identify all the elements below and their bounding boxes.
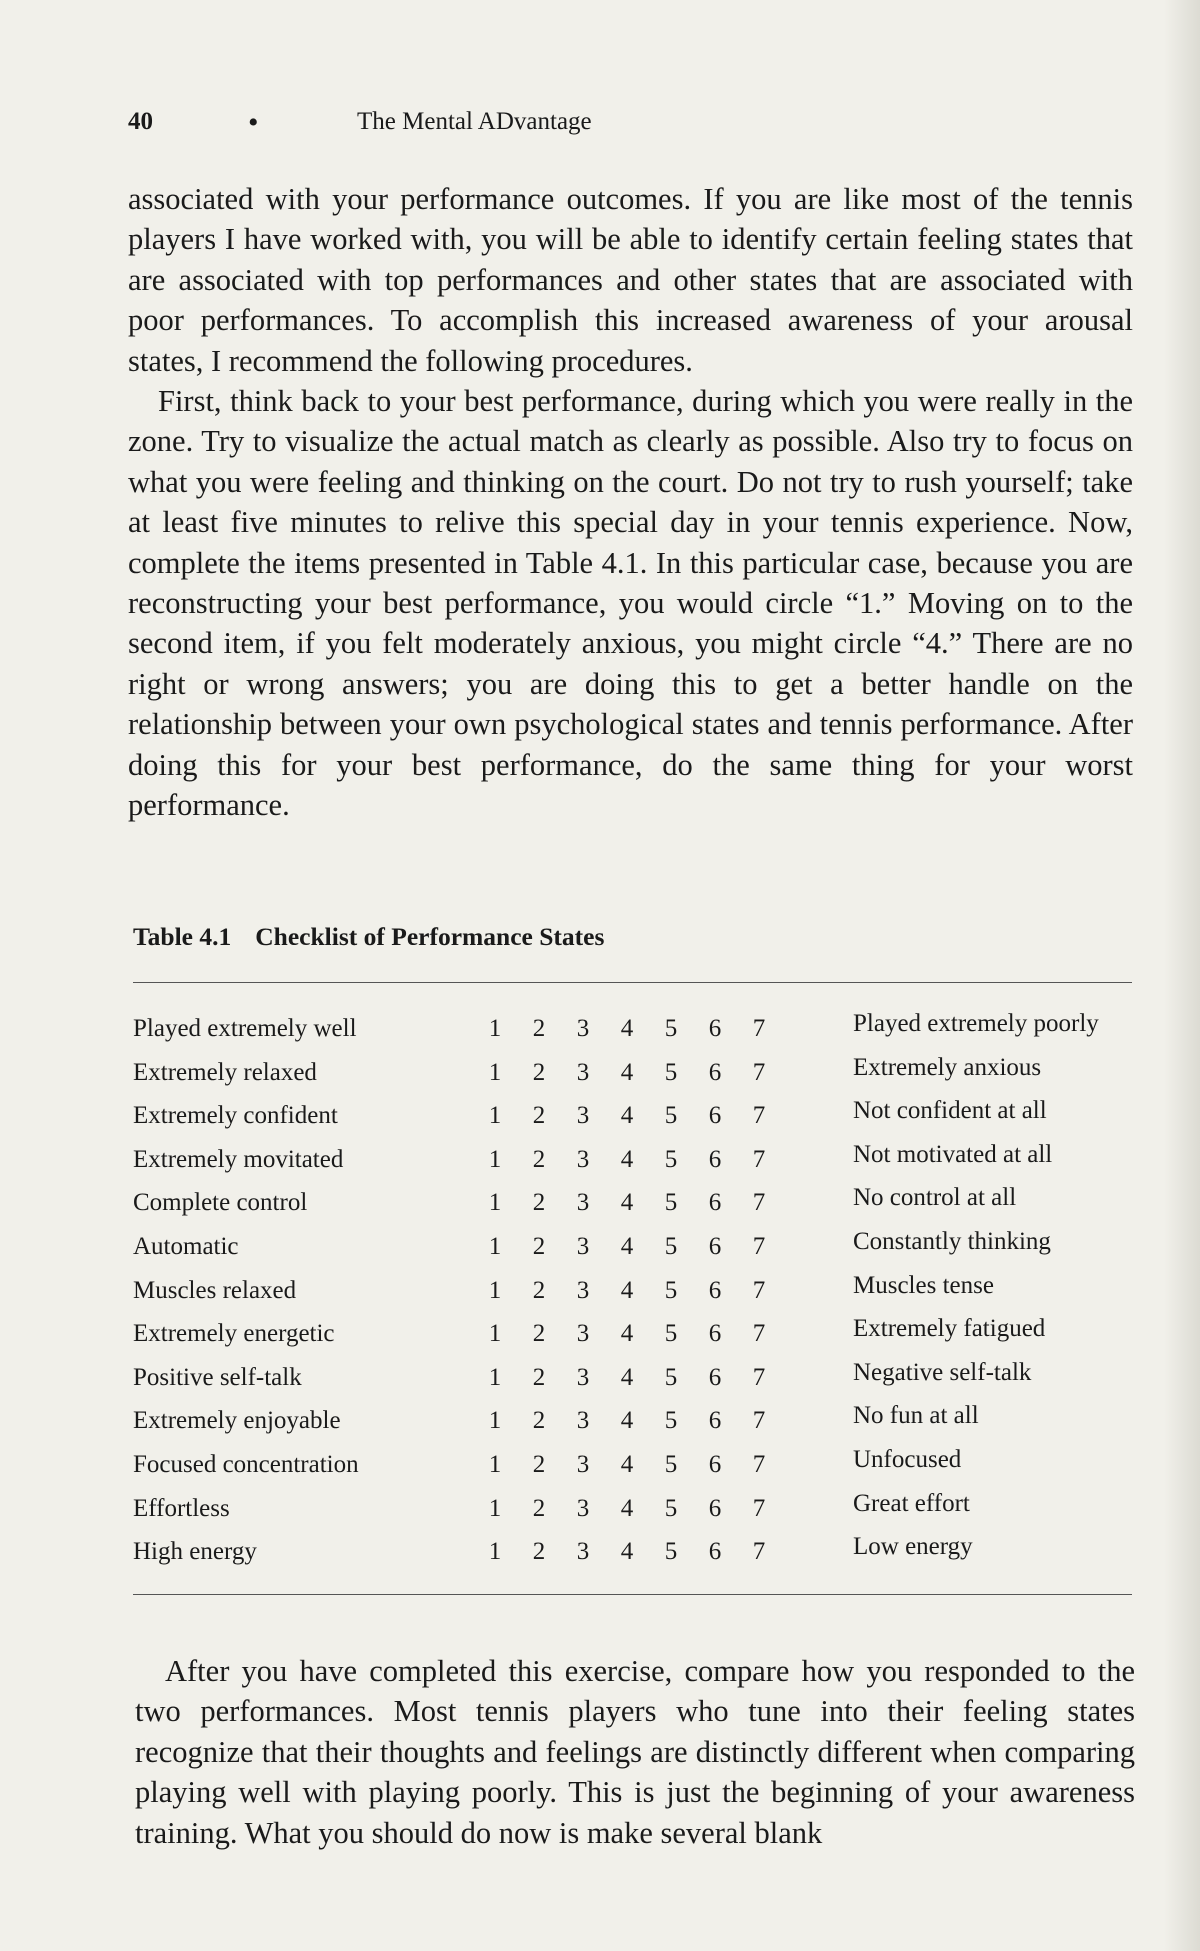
rating-scale (485, 1538, 785, 1568)
table-row (133, 1446, 1133, 1490)
negative-state-label: Played extremely poorly (853, 1010, 1099, 1037)
rating-option: 5 (664, 1102, 678, 1130)
rating-option: 6 (708, 1102, 722, 1130)
rating-option: 1 (488, 1232, 502, 1260)
rating-option: 2 (532, 1494, 546, 1522)
rating-option: 2 (532, 1102, 546, 1130)
positive-state-label: Complete control (133, 1189, 308, 1217)
rating-option: 1 (488, 1102, 502, 1130)
page-number: 40 (128, 108, 153, 135)
rating-option: 6 (708, 1276, 722, 1304)
table-row (133, 1010, 1133, 1054)
rating-option: 2 (532, 1145, 546, 1173)
rating-scale (485, 1364, 785, 1394)
rating-option: 4 (620, 1145, 634, 1173)
rating-option: 4 (620, 1189, 634, 1217)
table-caption (133, 922, 604, 952)
table-row (133, 1097, 1133, 1141)
rating-option: 2 (532, 1232, 546, 1260)
rating-option: 1 (488, 1494, 502, 1522)
paragraph-1: associated with your performance outcomes. If you are like most of the tennis players I have worked with, you will be able to identify certain feeling states that are associated with top performances and other states that are associated with poor performances. To accomplish this increased awareness of your arousal states, I recommend the following procedures. (128, 182, 1133, 378)
rating-scale (485, 1320, 785, 1350)
rating-option: 3 (576, 1450, 590, 1478)
table-top-rule (133, 982, 1132, 983)
rating-option: 3 (576, 1232, 590, 1260)
positive-state-label: Extremely enjoyable (133, 1407, 341, 1435)
body-text-bottom (135, 1651, 1135, 1853)
negative-state-label: No fun at all (853, 1402, 979, 1430)
rating-option: 6 (708, 1145, 722, 1173)
positive-state-label: High energy (133, 1538, 257, 1566)
negative-state-label: Not confident at all (853, 1097, 1047, 1125)
rating-option: 7 (752, 1015, 766, 1042)
rating-scale (485, 1233, 785, 1263)
negative-state-label: Not motivated at all (853, 1140, 1053, 1168)
rating-option: 4 (620, 1494, 634, 1522)
rating-scale (485, 1059, 785, 1089)
table-row (133, 1359, 1133, 1403)
table-row (133, 1272, 1133, 1316)
rating-option: 6 (708, 1189, 722, 1217)
rating-option: 1 (488, 1189, 502, 1217)
rating-option: 4 (620, 1363, 634, 1391)
rating-scale (485, 1407, 785, 1437)
rating-scale (485, 1146, 785, 1176)
rating-option: 6 (708, 1407, 722, 1435)
rating-option: 3 (576, 1494, 590, 1522)
rating-option: 6 (708, 1450, 722, 1478)
rating-option: 5 (664, 1145, 678, 1173)
rating-option: 7 (752, 1145, 766, 1173)
checklist-table (133, 1010, 1133, 1577)
rating-option: 6 (708, 1494, 722, 1522)
rating-option: 4 (620, 1276, 634, 1304)
rating-option: 7 (752, 1407, 766, 1435)
page-header (128, 108, 1140, 148)
rating-option: 3 (576, 1276, 590, 1304)
negative-state-label: Constantly thinking (853, 1227, 1051, 1255)
rating-option: 1 (488, 1058, 502, 1086)
table-row (133, 1054, 1133, 1098)
rating-option: 1 (488, 1145, 502, 1173)
body-text-top (128, 179, 1133, 826)
negative-state-label: Extremely fatigued (853, 1315, 1046, 1343)
rating-option: 5 (664, 1407, 678, 1435)
table-number: Table 4.1 (133, 922, 232, 951)
rating-option: 7 (752, 1363, 766, 1391)
paragraph-2: First, think back to your best performance, during which you were really in the zone. Try to visualize the actual match as clearly as possible. Also try to focus on what you were feeling and thinking on the court. Do not try to rush yourself; take at least five minutes to relive this special day in your tennis experience. Now, complete the items presented in Table 4.1. In this particular case, because you are reconstructing your best performance, you would circle “1.” Moving on to the second item, if you felt moderately anxious, you might circle “4.” There are no right or wrong answers; you are doing this to get a better handle on the relationship between your own psychological states and tennis performance. After doing this for your best performance, do the same thing for your worst performance. (128, 384, 1133, 823)
rating-option: 1 (488, 1015, 502, 1042)
rating-option: 3 (576, 1145, 590, 1173)
rating-option: 2 (532, 1320, 546, 1348)
rating-scale (485, 1451, 785, 1481)
rating-option: 6 (708, 1538, 722, 1566)
rating-scale (485, 1015, 785, 1045)
rating-option: 6 (708, 1058, 722, 1086)
rating-option: 5 (664, 1450, 678, 1478)
rating-option: 5 (664, 1189, 678, 1217)
rating-option: 3 (576, 1058, 590, 1086)
rating-scale (485, 1189, 785, 1219)
table-row (133, 1402, 1133, 1446)
rating-option: 7 (752, 1189, 766, 1217)
rating-option: 5 (664, 1276, 678, 1304)
positive-state-label: Effortless (133, 1494, 230, 1522)
rating-option: 7 (752, 1320, 766, 1348)
rating-option: 7 (752, 1538, 766, 1566)
rating-option: 7 (752, 1276, 766, 1304)
positive-state-label: Muscles relaxed (133, 1276, 297, 1304)
rating-option: 3 (576, 1102, 590, 1130)
table-title: Checklist of Performance States (255, 922, 605, 951)
rating-option: 3 (576, 1363, 590, 1391)
rating-option: 5 (664, 1494, 678, 1522)
rating-option: 1 (488, 1450, 502, 1478)
rating-option: 4 (620, 1232, 634, 1260)
positive-state-label: Focused concentration (133, 1450, 359, 1478)
rating-option: 6 (708, 1015, 722, 1042)
rating-option: 3 (576, 1189, 590, 1217)
rating-option: 7 (752, 1102, 766, 1130)
rating-option: 3 (576, 1407, 590, 1435)
paragraph-3: After you have completed this exercise, compare how you responded to the two performances. Most tennis players who tune into their feeling states recognize that their thoughts and feelings are distinctly different when comparing playing well with playing poorly. This is just the beginning of your awareness training. What you should do now is make several blank (135, 1654, 1135, 1850)
rating-option: 2 (532, 1015, 546, 1042)
positive-state-label: Extremely confident (133, 1102, 338, 1130)
table-row (133, 1184, 1133, 1228)
rating-option: 1 (488, 1276, 502, 1304)
rating-option: 4 (620, 1450, 634, 1478)
rating-option: 5 (664, 1058, 678, 1086)
rating-option: 2 (532, 1407, 546, 1435)
rating-option: 7 (752, 1232, 766, 1260)
rating-scale (485, 1277, 785, 1307)
rating-option: 6 (708, 1232, 722, 1260)
negative-state-label: Unfocused (853, 1445, 962, 1473)
table-row (133, 1228, 1133, 1272)
positive-state-label: Extremely relaxed (133, 1058, 317, 1086)
rating-option: 5 (664, 1538, 678, 1566)
negative-state-label: No control at all (853, 1184, 1017, 1212)
rating-option: 3 (576, 1538, 590, 1566)
table-row (133, 1533, 1133, 1577)
rating-option: 7 (752, 1450, 766, 1478)
rating-option: 1 (488, 1363, 502, 1391)
rating-option: 5 (664, 1320, 678, 1348)
rating-option: 4 (620, 1058, 634, 1086)
rating-option: 3 (576, 1015, 590, 1042)
negative-state-label: Negative self-talk (853, 1358, 1032, 1386)
rating-option: 5 (664, 1232, 678, 1260)
rating-option: 1 (488, 1538, 502, 1566)
rating-scale (485, 1495, 785, 1525)
page-edge-shadow (1164, 0, 1200, 1951)
rating-option: 4 (620, 1320, 634, 1348)
negative-state-label: Great effort (853, 1489, 970, 1517)
rating-option: 6 (708, 1363, 722, 1391)
positive-state-label: Automatic (133, 1232, 239, 1260)
rating-option: 7 (752, 1058, 766, 1086)
rating-option: 3 (576, 1320, 590, 1348)
rating-scale (485, 1102, 785, 1132)
positive-state-label: Extremely movitated (133, 1145, 344, 1173)
negative-state-label: Low energy (853, 1533, 973, 1561)
positive-state-label: Played extremely well (133, 1015, 357, 1042)
running-title: The Mental ADvantage (357, 108, 592, 135)
rating-option: 2 (532, 1363, 546, 1391)
negative-state-label: Extremely anxious (853, 1053, 1042, 1081)
rating-option: 4 (620, 1538, 634, 1566)
rating-option: 7 (752, 1494, 766, 1522)
header-separator: • (248, 106, 259, 139)
rating-option: 2 (532, 1276, 546, 1304)
rating-option: 5 (664, 1015, 678, 1042)
rating-option: 2 (532, 1538, 546, 1566)
table-bottom-rule (133, 1594, 1132, 1595)
rating-option: 6 (708, 1320, 722, 1348)
negative-state-label: Muscles tense (853, 1271, 994, 1299)
table-row (133, 1490, 1133, 1534)
positive-state-label: Positive self-talk (133, 1363, 302, 1391)
table-row (133, 1315, 1133, 1359)
table-row (133, 1141, 1133, 1185)
rating-option: 2 (532, 1058, 546, 1086)
rating-option: 2 (532, 1189, 546, 1217)
rating-option: 1 (488, 1407, 502, 1435)
rating-option: 1 (488, 1320, 502, 1348)
rating-option: 4 (620, 1407, 634, 1435)
positive-state-label: Extremely energetic (133, 1320, 335, 1348)
rating-option: 5 (664, 1363, 678, 1391)
rating-option: 4 (620, 1102, 634, 1130)
rating-option: 2 (532, 1450, 546, 1478)
rating-option: 4 (620, 1015, 634, 1042)
